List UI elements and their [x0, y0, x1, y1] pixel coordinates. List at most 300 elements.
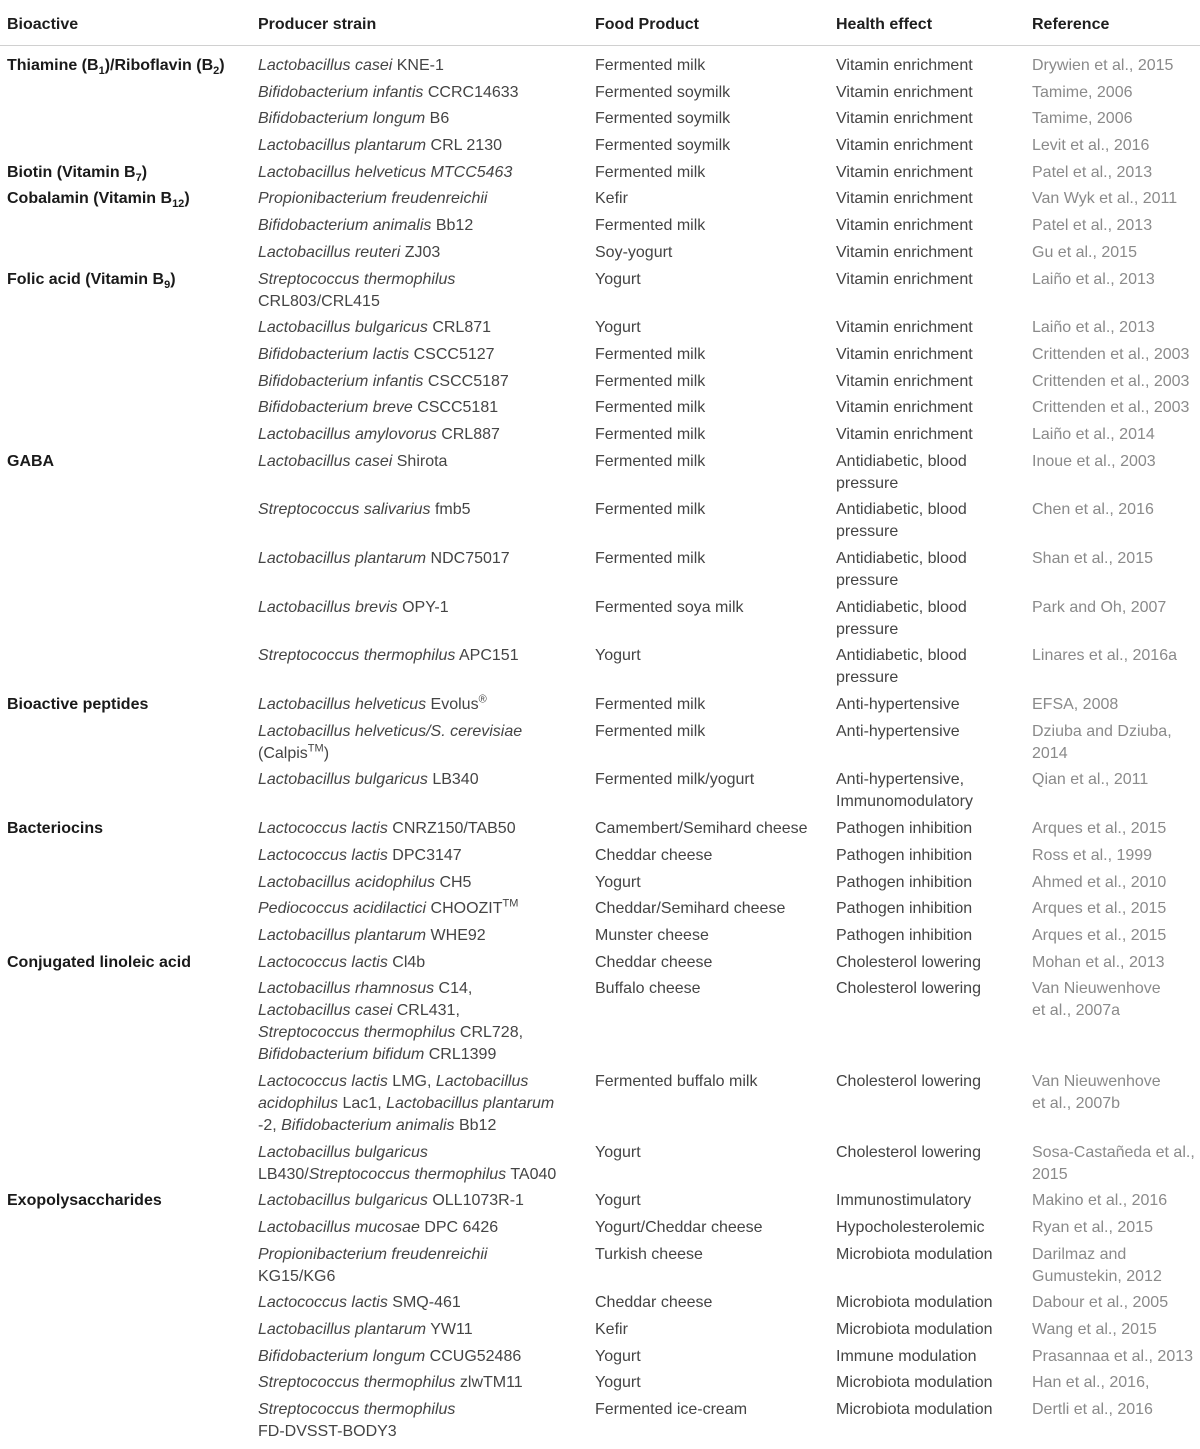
table-row — [0, 1241, 1200, 1290]
cell-line: Gumustekin, 2012 — [1032, 1267, 1162, 1285]
bioactive-cell — [0, 46, 258, 80]
reference-cell — [1032, 767, 1200, 816]
cell-line: Vitamin enrichment — [836, 110, 973, 128]
health-effect-cell — [836, 869, 1032, 896]
superscript: TM — [502, 897, 519, 910]
cell-line: Anti-hypertensive — [836, 722, 960, 740]
text-segment: KG15/KG6 — [258, 1267, 336, 1285]
cell-line: Arques et al., 2015 — [1032, 900, 1167, 918]
cell-line: Vitamin enrichment — [836, 270, 973, 288]
text-segment: CSCC5187 — [423, 372, 509, 390]
cell-line — [7, 162, 258, 184]
health-effect-cell — [836, 133, 1032, 160]
species-name: Bifidobacterium longum — [258, 1347, 426, 1365]
bioactive-cell — [0, 106, 258, 133]
producer-strain-cell — [258, 767, 595, 816]
species-name: Lactococcus lactis — [258, 1294, 388, 1312]
text-segment: CSCC5127 — [409, 345, 495, 363]
cell-line: Bacteriocins — [7, 820, 104, 838]
text-segment: CSCC5181 — [412, 399, 499, 417]
species-name: Lactobacillus reuteri — [258, 243, 401, 261]
cell-line: Immune modulation — [836, 1347, 977, 1365]
cell-line: Patel et al., 2013 — [1032, 217, 1153, 235]
cell-line: Cholesterol lowering — [836, 1072, 981, 1090]
food-product-cell — [595, 923, 836, 950]
food-product-cell — [595, 106, 836, 133]
reference-cell — [1032, 159, 1200, 186]
food-product-cell — [595, 422, 836, 449]
cell-line: Mohan et al., 2013 — [1032, 953, 1165, 971]
bioactive-cell — [0, 422, 258, 449]
health-effect-cell — [836, 448, 1032, 497]
bioactive-cell — [0, 239, 258, 266]
reference-cell — [1032, 46, 1200, 80]
reference-cell — [1032, 1188, 1200, 1215]
food-product-cell — [595, 1317, 836, 1344]
bioactive-cell — [0, 896, 258, 923]
species-name: Bifidobacterium animalis — [258, 217, 432, 235]
species-name: Streptococcus thermophilus — [258, 1374, 456, 1392]
reference-cell — [1032, 546, 1200, 595]
cell-line — [258, 1319, 595, 1341]
bioactive-cell — [0, 315, 258, 342]
species-name: Lactobacillus bulgaricus — [258, 771, 428, 789]
food-product-cell — [595, 159, 836, 186]
food-product-cell — [595, 1290, 836, 1317]
health-effect-cell — [836, 1370, 1032, 1397]
species-name: Streptococcus thermophilus — [258, 647, 456, 665]
health-effect-cell — [836, 546, 1032, 595]
producer-strain-cell — [258, 448, 595, 497]
species-name: Lactococcus lactis — [258, 1072, 388, 1090]
table-row — [0, 1069, 1200, 1140]
cell-line: Vitamin enrichment — [836, 57, 973, 74]
cell-line: Pathogen inhibition — [836, 846, 973, 864]
cell-line: Ryan et al., 2015 — [1032, 1219, 1153, 1236]
cell-line: Anti-hypertensive, — [836, 771, 965, 789]
table-row — [0, 546, 1200, 595]
food-product-cell — [595, 448, 836, 497]
reference-cell — [1032, 842, 1200, 869]
bioactive-cell — [0, 718, 258, 767]
table-row — [0, 842, 1200, 869]
cell-line: Ahmed et al., 2010 — [1032, 873, 1167, 891]
cell-line: Fermented soymilk — [595, 110, 731, 128]
text-segment: Bb12 — [454, 1116, 497, 1134]
cell-line: Soy-yogurt — [595, 243, 673, 261]
species-name: Lactobacillus — [435, 1072, 529, 1090]
table-row — [0, 239, 1200, 266]
table-row — [0, 46, 1200, 80]
cell-line: Vitamin enrichment — [836, 425, 973, 443]
producer-strain-cell — [258, 133, 595, 160]
cell-line — [7, 269, 258, 291]
reference-cell — [1032, 1139, 1200, 1188]
table-header-row — [0, 0, 1200, 46]
health-effect-cell — [836, 976, 1032, 1069]
food-product-cell — [595, 1241, 836, 1290]
table-row — [0, 266, 1200, 315]
cell-line — [258, 845, 595, 867]
cell-line: Antidiabetic, blood — [836, 452, 967, 470]
producer-strain-cell — [258, 546, 595, 595]
cell-line: Yogurt/Cheddar cheese — [595, 1219, 763, 1236]
reference-cell — [1032, 448, 1200, 497]
table-row — [0, 1370, 1200, 1397]
table-row — [0, 422, 1200, 449]
producer-strain-cell — [258, 594, 595, 643]
table-row — [0, 213, 1200, 240]
text-segment: Shirota — [392, 452, 448, 470]
cell-line: Kefir — [595, 1321, 628, 1339]
health-effect-cell — [836, 1290, 1032, 1317]
food-product-cell — [595, 1215, 836, 1242]
text-segment: CRL431, — [392, 1002, 460, 1020]
cell-line — [7, 55, 258, 77]
text-segment: YW11 — [426, 1321, 473, 1339]
text-segment: LMG, — [387, 1072, 436, 1090]
bioactive-cell — [0, 1370, 258, 1397]
producer-strain-cell — [258, 1290, 595, 1317]
reference-cell — [1032, 923, 1200, 950]
reference-cell — [1032, 976, 1200, 1069]
food-product-cell — [595, 1397, 836, 1446]
bioactive-cell — [0, 976, 258, 1069]
cell-line: Cheddar cheese — [595, 846, 713, 864]
cell-line — [258, 317, 595, 339]
text-segment: ) — [170, 270, 176, 288]
cell-line: pressure — [836, 474, 899, 492]
cell-line: Fermented milk — [595, 550, 706, 567]
cell-line: Fermented milk — [595, 399, 706, 417]
text-segment: zlwTM11 — [455, 1374, 523, 1392]
food-product-cell — [595, 1370, 836, 1397]
producer-strain-cell — [258, 213, 595, 240]
cell-line: Vitamin enrichment — [836, 83, 973, 101]
reference-cell — [1032, 1290, 1200, 1317]
table-row — [0, 718, 1200, 767]
health-effect-cell — [836, 949, 1032, 976]
species-name: Lactobacillus plantarum — [258, 550, 427, 567]
bioactive-cell — [0, 643, 258, 692]
cell-line — [258, 1399, 595, 1421]
bioactive-cell — [0, 79, 258, 106]
cell-line: Tamime, 2006 — [1032, 83, 1133, 101]
cell-line: Microbiota modulation — [836, 1374, 993, 1392]
food-product-cell — [595, 186, 836, 213]
text-segment: Thiamine (B — [7, 57, 99, 74]
food-product-cell — [595, 315, 836, 342]
producer-strain-cell — [258, 239, 595, 266]
food-product-cell — [595, 368, 836, 395]
food-product-cell — [595, 1069, 836, 1140]
text-segment: NDC75017 — [426, 550, 510, 567]
health-effect-cell — [836, 1343, 1032, 1370]
table-row — [0, 692, 1200, 719]
cell-line: Vitamin enrichment — [836, 243, 973, 261]
cell-line: Fermented milk — [595, 452, 706, 470]
cell-line — [258, 397, 595, 419]
table-row — [0, 1290, 1200, 1317]
cell-line: Fermented milk — [595, 722, 706, 740]
species-name: Bifidobacterium infantis — [258, 372, 424, 390]
text-segment: B6 — [425, 110, 450, 128]
health-effect-cell — [836, 594, 1032, 643]
cell-line — [258, 162, 595, 184]
health-effect-cell — [836, 923, 1032, 950]
cell-line: Microbiota modulation — [836, 1294, 993, 1312]
food-product-cell — [595, 594, 836, 643]
health-effect-cell — [836, 79, 1032, 106]
cell-line: Kefir — [595, 190, 628, 208]
bioactive-cell — [0, 816, 258, 843]
cell-line — [258, 872, 595, 894]
cell-line — [258, 1372, 595, 1394]
cell-line — [258, 1000, 595, 1022]
text-segment: ) — [323, 744, 330, 762]
cell-line: Antidiabetic, blood — [836, 647, 967, 665]
bioactive-cell — [0, 213, 258, 240]
text-segment: Lac1, — [338, 1094, 387, 1112]
cell-line: Antidiabetic, blood — [836, 501, 967, 519]
species-name: Streptococcus salivarius — [258, 501, 431, 519]
cell-line: Han et al., 2016, — [1032, 1374, 1150, 1392]
health-effect-cell — [836, 896, 1032, 923]
cell-line: EFSA, 2008 — [1032, 696, 1119, 714]
cell-line — [258, 1142, 595, 1164]
cell-line — [258, 721, 595, 743]
text-segment: CRL871 — [427, 319, 492, 337]
table-row — [0, 1317, 1200, 1344]
cell-line: Exopolysaccharides — [7, 1192, 162, 1210]
reference-cell — [1032, 239, 1200, 266]
table-row — [0, 896, 1200, 923]
text-segment: ) — [219, 57, 225, 74]
cell-line — [7, 188, 258, 210]
table-row — [0, 395, 1200, 422]
health-effect-cell — [836, 1397, 1032, 1446]
text-segment: CRL887 — [436, 425, 500, 443]
reference-cell — [1032, 315, 1200, 342]
species-name: Lactobacillus brevis — [258, 598, 398, 616]
food-product-cell — [595, 46, 836, 80]
producer-strain-cell — [258, 643, 595, 692]
reference-cell — [1032, 213, 1200, 240]
reference-cell — [1032, 133, 1200, 160]
cell-line — [258, 451, 595, 473]
bioactive-cell — [0, 1290, 258, 1317]
cell-line — [258, 291, 595, 313]
header-reference: Reference — [1032, 0, 1200, 46]
species-name: Lactobacillus plantarum — [258, 1321, 427, 1339]
cell-line: Pathogen inhibition — [836, 900, 973, 918]
bioactive-cell — [0, 1317, 258, 1344]
food-product-cell — [595, 896, 836, 923]
reference-cell — [1032, 1215, 1200, 1242]
species-name: Streptococcus thermophilus — [258, 1024, 456, 1042]
reference-cell — [1032, 594, 1200, 643]
header-producer-strain: Producer strain — [258, 0, 595, 46]
reference-cell — [1032, 342, 1200, 369]
producer-strain-cell — [258, 896, 595, 923]
cell-line — [258, 597, 595, 619]
cell-line: Turkish cheese — [595, 1245, 703, 1263]
species-name: Lactococcus lactis — [258, 846, 388, 864]
cell-line — [258, 55, 595, 77]
species-name: Bifidobacterium longum — [258, 110, 426, 128]
table-row — [0, 315, 1200, 342]
text-segment: CRL803/CRL415 — [258, 292, 380, 310]
health-effect-cell — [836, 395, 1032, 422]
cell-line: Dziuba and Dziuba, — [1032, 722, 1172, 740]
species-name: Streptococcus thermophilus — [258, 270, 456, 288]
text-segment: Evolus — [426, 696, 479, 714]
text-segment: CHOOZIT — [426, 900, 503, 918]
reference-cell — [1032, 79, 1200, 106]
cell-line: Van Wyk et al., 2011 — [1032, 190, 1178, 208]
producer-strain-cell — [258, 1241, 595, 1290]
table-row — [0, 1343, 1200, 1370]
cell-line — [258, 1266, 595, 1288]
cell-line: Prasannaa et al., 2013 — [1032, 1347, 1194, 1365]
cell-line — [258, 898, 595, 920]
producer-strain-cell — [258, 46, 595, 80]
species-name: Lactobacillus casei — [258, 452, 393, 470]
text-segment: CRL728, — [455, 1024, 524, 1042]
cell-line: Yogurt — [595, 1347, 641, 1365]
producer-strain-cell — [258, 1317, 595, 1344]
bioactive-cell — [0, 186, 258, 213]
table-body — [0, 46, 1200, 1446]
species-name: Lactococcus lactis — [258, 953, 388, 971]
reference-cell — [1032, 1317, 1200, 1344]
food-product-cell — [595, 79, 836, 106]
text-segment: FD-DVSST-BODY3 — [258, 1423, 397, 1441]
cell-line: Yogurt — [595, 1143, 641, 1161]
table-row — [0, 133, 1200, 160]
bioactive-cell — [0, 923, 258, 950]
reference-cell — [1032, 422, 1200, 449]
text-segment: ZJ03 — [400, 243, 441, 261]
species-name: Bifidobacterium animalis — [281, 1116, 455, 1134]
cell-line: Levit et al., 2016 — [1032, 137, 1150, 155]
producer-strain-cell — [258, 79, 595, 106]
species-name: Lactobacillus bulgaricus — [258, 1192, 428, 1210]
bioactive-cell — [0, 395, 258, 422]
species-name: Bifidobacterium bifidum — [258, 1046, 425, 1064]
cell-line: Dabour et al., 2005 — [1032, 1294, 1169, 1312]
text-segment: )/Riboflavin (B — [104, 57, 214, 74]
cell-line: Vitamin enrichment — [836, 372, 973, 390]
cell-line: Fermented soya milk — [595, 598, 744, 616]
bioactive-cell — [0, 869, 258, 896]
cell-line: Vitamin enrichment — [836, 137, 973, 155]
producer-strain-cell — [258, 949, 595, 976]
species-name: Lactobacillus helveticus/S. cerevisiae — [258, 722, 523, 740]
cell-line: et al., 2007a — [1032, 1002, 1121, 1020]
cell-line: Van Nieuwenhove — [1032, 1072, 1161, 1090]
bioactive-cell — [0, 1069, 258, 1140]
health-effect-cell — [836, 1188, 1032, 1215]
text-segment: KNE-1 — [392, 57, 444, 74]
table-row — [0, 159, 1200, 186]
health-effect-cell — [836, 46, 1032, 80]
health-effect-cell — [836, 1215, 1032, 1242]
text-segment: APC151 — [455, 647, 519, 665]
producer-strain-cell — [258, 1069, 595, 1140]
bioactive-cell — [0, 159, 258, 186]
cell-line: Immunostimulatory — [836, 1192, 972, 1210]
cell-line — [258, 371, 595, 393]
cell-line: Laiño et al., 2013 — [1032, 270, 1155, 288]
reference-cell — [1032, 896, 1200, 923]
cell-line: Patel et al., 2013 — [1032, 163, 1153, 181]
header-bioactive: Bioactive — [0, 0, 258, 46]
cell-line — [258, 188, 595, 210]
food-product-cell — [595, 213, 836, 240]
species-name: Propionibacterium freudenreichii — [258, 1245, 488, 1263]
cell-line — [258, 1022, 595, 1044]
cell-line: Vitamin enrichment — [836, 319, 973, 337]
food-product-cell — [595, 395, 836, 422]
cell-line: Chen et al., 2016 — [1032, 501, 1154, 519]
bioactive-cell — [0, 1397, 258, 1446]
reference-cell — [1032, 266, 1200, 315]
bioactive-cell — [0, 594, 258, 643]
health-effect-cell — [836, 497, 1032, 546]
cell-line: Ross et al., 1999 — [1032, 846, 1153, 864]
cell-line: Microbiota modulation — [836, 1401, 993, 1419]
bioactive-cell — [0, 342, 258, 369]
food-product-cell — [595, 976, 836, 1069]
cell-line — [258, 1292, 595, 1314]
cell-line — [258, 269, 595, 291]
reference-cell — [1032, 1370, 1200, 1397]
cell-line: Cholesterol lowering — [836, 953, 981, 971]
cell-line: Vitamin enrichment — [836, 163, 973, 181]
reference-cell — [1032, 643, 1200, 692]
cell-line — [258, 978, 595, 1000]
reference-cell — [1032, 1343, 1200, 1370]
cell-line: Conjugated linoleic acid — [7, 953, 192, 971]
cell-line — [258, 82, 595, 104]
cell-line: Linares et al., 2016a — [1032, 647, 1177, 665]
health-effect-cell — [836, 342, 1032, 369]
cell-line — [258, 499, 595, 521]
food-product-cell — [595, 497, 836, 546]
cell-line: Vitamin enrichment — [836, 399, 973, 417]
table-row — [0, 342, 1200, 369]
cell-line — [258, 1421, 595, 1443]
table-row — [0, 1397, 1200, 1446]
cell-line — [258, 1164, 595, 1186]
text-segment: Bb12 — [431, 217, 474, 235]
cell-line: Cheddar cheese — [595, 953, 713, 971]
table-header — [0, 0, 1200, 46]
cell-line: Fermented ice-cream — [595, 1401, 748, 1419]
cell-line: pressure — [836, 620, 899, 638]
reference-cell — [1032, 869, 1200, 896]
cell-line: Vitamin enrichment — [836, 345, 973, 363]
food-product-cell — [595, 718, 836, 767]
producer-strain-cell — [258, 186, 595, 213]
table-row — [0, 816, 1200, 843]
reference-cell — [1032, 1241, 1200, 1290]
reference-cell — [1032, 497, 1200, 546]
health-effect-cell — [836, 842, 1032, 869]
cell-line: Fermented soymilk — [595, 137, 731, 155]
cell-line: Dertli et al., 2016 — [1032, 1401, 1153, 1419]
